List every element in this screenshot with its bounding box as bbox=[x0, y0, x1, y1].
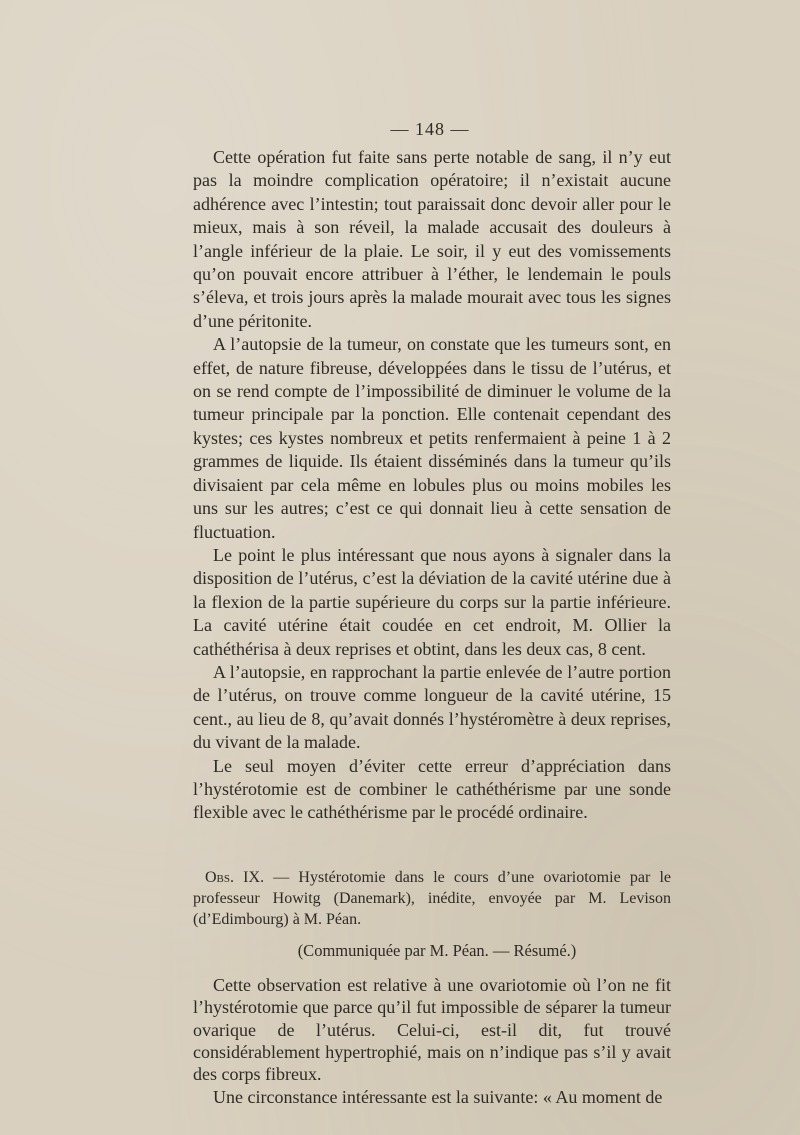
observation-heading-block bbox=[193, 867, 671, 930]
paragraph: Une circonstance intéressante est la suivante: « Au moment de bbox=[213, 1086, 663, 1107]
communication-note: (Communiquée par M. Péan. — Résumé.) bbox=[297, 940, 577, 960]
observation-title: — Hystérotomie dans le cours d’une ovariotomie par le professeur Howitg (Danemark), inédite, envoyée par M. Levison (d’Edimbourg) à M. Péan. bbox=[193, 868, 671, 928]
paragraph: A l’autopsie, en rapprochant la partie enlevée de l’autre portion de l’utérus, on trouve comme longueur de la cavité utérine, 15 cent., au lieu de 8, qu’avait donnés l’hystéromètre à deux reprises, du vivant de la malade. bbox=[193, 661, 671, 753]
observation-number: Obs. IX. bbox=[205, 868, 265, 886]
paragraph: Le seul moyen d’éviter cette erreur d’appréciation dans l’hystérotomie est de combiner le cathéthérisme par une sonde flexible avec le cathéthérisme par le procédé ordinaire. bbox=[193, 755, 671, 823]
paragraph: A l’autopsie de la tumeur, on constate que les tumeurs sont, en effet, de nature fibreuse, développées dans le tissu de l’utérus, et on se rend compte de l’impossibilité de diminuer le volume de la tumeur principale par la ponction. Elle contenait cependant des kystes; ces kystes nombreux et petits renfermaient à peine 1 à 2 grammes de liquide. Ils étaient disséminés dans la tumeur qu’ils divisaient par cela même en lobules plus ou moins mobiles les uns sur les autres; c’est ce qui donnait lieu à cette sensation de fluctuation. bbox=[193, 334, 671, 542]
paragraph: Le point le plus intéressant que nous ayons à signaler dans la disposition de l’utérus, c’est la déviation de la cavité utérine due à la flexion de la partie supérieure du corps sur la partie inférieure. La cavité utérine était coudée en cet endroit, M. Ollier la cathéthérisa à deux reprises et obtint, dans les deux cas, 8 cent. bbox=[193, 544, 671, 659]
text-column bbox=[193, 146, 671, 1108]
paragraph: Cette opération fut faite sans perte notable de sang, il n’y eut pas la moindre complication opératoire; il n’existait aucune adhérence avec l’intestin; tout paraissait donc devoir aller pour le mieux, mais à son réveil, la malade accusait des douleurs à l’angle inférieur de la plaie. Le soir, il y eut des vomissements qu’on pouvait encore attribuer à l’éther, le lendemain le pouls s’éleva, et trois jours après la malade mourait avec tous les signes d’une péritonite. bbox=[193, 147, 671, 331]
paragraph: Cette observation est relative à une ovariotomie où l’on ne fit l’hystérotomie que parce qu’il fut impossible de séparer la tumeur ovarique de l’utérus. Celui-ci, est-il dit, fut trouvé considérablement hypertrophié, mais on n’indique pas s’il y avait des corps fibreux. bbox=[193, 974, 671, 1085]
page-number: — 148 — bbox=[390, 119, 470, 139]
